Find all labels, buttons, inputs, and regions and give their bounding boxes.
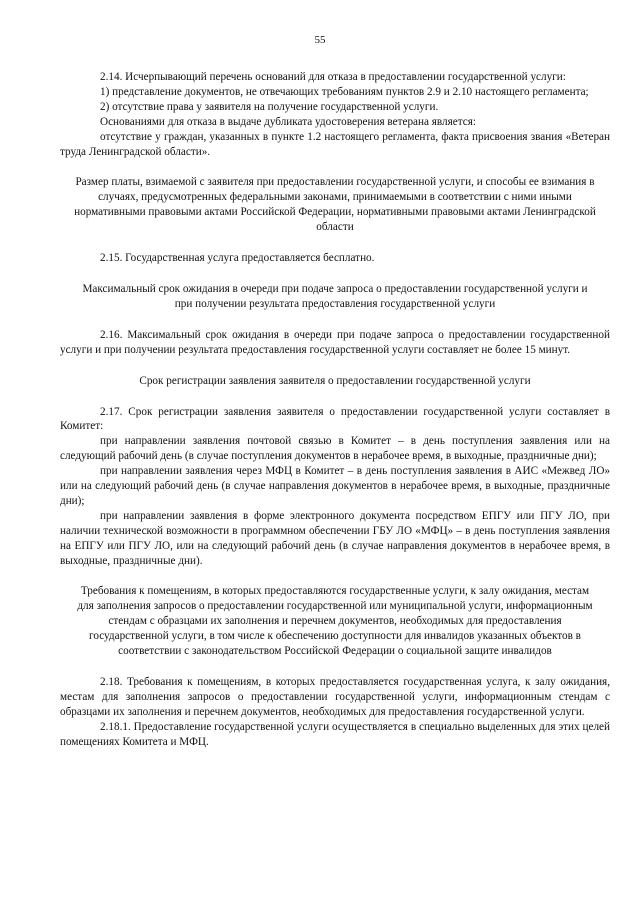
paragraph-2-14: 2.14. Исчерпывающий перечень оснований для отказа в предоставлении государственной услуги:	[100, 71, 566, 83]
paragraph-duplicate-grounds: Основаниями для отказа в выдаче дубликата удостоверения ветерана является:	[100, 115, 476, 128]
paragraph-item-2: 2) отсутствие права у заявителя на получение государственной услуги.	[100, 100, 439, 113]
paragraph-2-17-mail: при направлении заявления почтовой связью в Комитет – в день поступления заявления или на следующий рабочий день (в случае поступления документов в нерабочее время, в выходные, праздничные дни);	[60, 435, 610, 463]
paragraph-2-17: 2.17. Срок регистрации заявления заявителя о предоставлении государственной услуги составляет в Комитет:	[60, 405, 610, 433]
paragraph-2-17-electronic: при направлении заявления в форме электронного документа посредством ЕПГУ или ПГУ ЛО, при наличии технической возможности в программном обеспечении ГБУ ЛО «МФЦ» – в день поступления заявления на ЕПГУ или ПГУ ЛО, или на следующий рабочий день (в случае направления документов в нерабочее время, в выходные, праздничные дни).	[60, 509, 610, 567]
heading-premises: Требования к помещениям, в которых предоставляются государственные услуги, к залу ожидания, местам для заполнения запросов о предоставлении государственной или муниципальной услуги, информационным стендам с образцами их заполнения и перечнем документов, необходимых для предоставления государственной услуги, в том числе к обеспечению доступности для инвалидов указанных объектов в соответствии с законодательством Российской Федерации о социальной защите инвалидов	[77, 585, 593, 658]
paragraph-2-18-1: 2.18.1. Предоставление государственной услуги осуществляется в специально выделенных для этих целей помещениях Комитета и МФЦ.	[60, 720, 610, 748]
heading-waiting-time: Максимальный срок ожидания в очереди при подаче запроса о предоставлении государственной услуги и при получении результата предоставления государственной услуги	[82, 282, 588, 310]
paragraph-2-18: 2.18. Требования к помещениям, в которых предоставляется государственная услуга, к залу ожидания, местам для заполнения запросов о предоставлении государственной услуги, информационным стендам с образцами их заполнения и перечнем документов, необходимых для предоставления государственной услуги.	[60, 676, 610, 718]
document-body	[60, 70, 610, 750]
paragraph-2-17-mfc: при направлении заявления через МФЦ в Комитет – в день поступления заявления в АИС «Межвед ЛО» или на следующий рабочий день (в случае направления документов в нерабочее время, в выходные, праздничные дни);	[60, 465, 610, 507]
paragraph-duplicate-absence: отсутствие у граждан, указанных в пункте 1.2 настоящего регламента, факта присвоения звания «Ветеран труда Ленинградской области».	[60, 130, 610, 158]
page-number: 55	[314, 34, 326, 46]
paragraph-2-15: 2.15. Государственная услуга предоставляется бесплатно.	[100, 252, 375, 265]
heading-registration-term: Срок регистрации заявления заявителя о предоставлении государственной услуги	[139, 374, 531, 387]
paragraph-item-1: 1) представление документов, не отвечающих требованиям пунктов 2.9 и 2.10 настоящего регламента;	[100, 85, 589, 98]
paragraph-2-16: 2.16. Максимальный срок ожидания в очереди при подаче запроса о предоставлении государственной услуги и при получении результата предоставления государственной услуги составляет не более 15 минут.	[60, 328, 610, 356]
heading-fee: Размер платы, взимаемой с заявителя при предоставлении государственной услуги, и способы ее взимания в случаях, предусмотренных федеральными законами, принимаемыми в соответствии с ними иными нормативными правовыми актами Российской Федерации, нормативными правовыми актами Ленинградской области	[74, 176, 596, 234]
